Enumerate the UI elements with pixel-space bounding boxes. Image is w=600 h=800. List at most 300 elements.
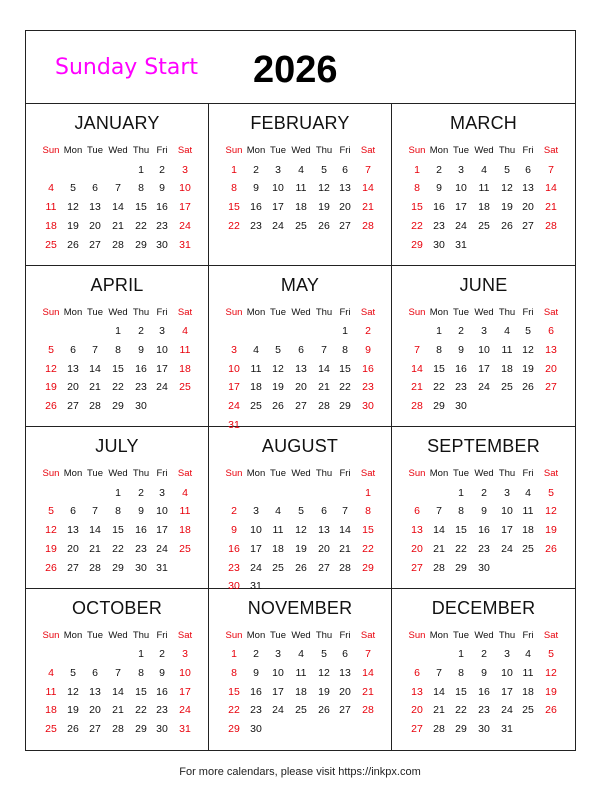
day-cell: 1 [458,486,464,499]
day-cell: 4 [481,163,487,176]
day-cell: 31 [455,238,467,251]
day-cell: 30 [156,238,168,251]
day-cell: 11 [295,182,307,195]
month-block-august [209,427,392,593]
day-cell: 16 [156,201,168,214]
day-cell: 14 [112,685,124,698]
day-cell: 30 [135,400,147,412]
day-cell: 10 [179,666,191,679]
day-cell: 24 [228,400,240,412]
day-cell: 12 [272,362,284,375]
day-cell: 20 [339,201,351,214]
day-cell: 17 [179,201,191,214]
day-cell: 5 [321,648,327,661]
weekday-label: Tue [86,306,104,318]
day-cell: 5 [548,486,554,499]
day-cell: 26 [45,400,57,412]
weekday-label: Fri [156,468,168,479]
day-cell: 12 [67,685,79,698]
day-cell: 19 [501,201,513,214]
weekday-label: Thu [315,306,333,318]
day-cell: 4 [182,486,188,499]
weekday-label: Wed [291,306,311,318]
day-cell: 29 [112,400,124,412]
day-cell: 9 [159,666,165,679]
day-cell: 26 [295,561,307,574]
weekday-label: Thu [498,468,516,479]
day-cell: 22 [135,219,147,232]
day-cell: 10 [501,505,513,518]
weekday-label: Wed [291,145,311,156]
week-row [222,701,379,719]
day-cell: 17 [250,542,262,555]
day-cell: 25 [179,542,191,555]
day-cell: 23 [228,561,240,574]
weekday-label: Thu [498,145,516,156]
day-cell: 6 [92,182,98,195]
weekday-label: Fri [156,306,168,318]
week-row [405,217,562,235]
day-cell: 5 [48,343,54,356]
day-cell: 10 [228,362,240,375]
day-cell: 29 [411,238,423,251]
weekday-header-row [405,465,562,483]
day-cell: 29 [112,561,124,574]
day-cell: 17 [501,685,513,698]
day-cell: 14 [89,524,101,537]
weekday-label: Wed [108,306,128,318]
day-cell: 5 [275,343,281,356]
day-cell: 24 [501,704,513,717]
day-cell: 19 [67,704,79,717]
day-cell: 6 [298,343,304,356]
day-cell: 22 [433,381,445,394]
day-cell: 26 [501,219,513,232]
week-row [405,360,562,378]
day-cell: 1 [231,163,237,176]
weekday-label: Tue [452,629,470,641]
week-row [405,378,562,396]
day-cell: 5 [548,648,554,661]
day-cell: 16 [228,542,240,555]
day-cell: 26 [522,381,534,394]
weekday-label: Fri [339,306,351,318]
day-cell: 18 [179,362,191,375]
day-cell: 27 [411,561,423,574]
months-grid [26,104,575,750]
day-cell: 30 [228,580,240,593]
week-row [39,341,196,359]
day-cell: 3 [182,163,188,176]
week-row [222,645,379,663]
day-cell: 13 [89,685,101,698]
weekday-header-row [222,465,379,483]
day-cell: 7 [321,343,327,356]
day-cell: 24 [179,219,191,232]
day-cell: 26 [545,542,557,555]
weekday-label: Mon [63,306,83,318]
day-cell: 17 [156,524,168,537]
weekday-label: Tue [86,468,104,479]
week-row [222,378,379,396]
day-cell: 26 [67,723,79,735]
day-cell: 25 [272,561,284,574]
week-row [222,179,379,197]
weekday-label: Sat [177,306,193,318]
weekday-label: Tue [452,145,470,156]
day-cell: 6 [548,325,554,338]
day-cell: 5 [321,163,327,176]
weekday-label: Fri [339,145,351,156]
calendar-header [26,31,575,104]
weekday-label: Sat [360,306,376,318]
day-cell: 27 [295,400,307,412]
day-cell: 21 [411,381,423,394]
day-cell: 13 [545,343,557,356]
day-cell: 1 [138,648,144,661]
day-cell: 15 [135,201,147,214]
day-cell: 7 [436,505,442,518]
day-cell: 26 [545,704,557,717]
day-cell: 2 [253,163,259,176]
month-name: JULY [95,436,139,456]
day-cell: 15 [228,685,240,698]
weekday-label: Wed [474,306,494,318]
day-cell: 9 [138,343,144,356]
weekday-label: Tue [452,306,470,318]
weekday-label: Thu [315,145,333,156]
day-cell: 6 [342,648,348,661]
day-cell: 12 [318,666,330,679]
weekday-header-row [222,627,379,645]
day-cell: 24 [156,381,168,394]
day-cell: 19 [45,542,57,555]
day-cell: 17 [156,362,168,375]
day-cell: 8 [414,182,420,195]
day-cell: 4 [298,163,304,176]
weekday-label: Mon [429,145,449,156]
day-cell: 6 [70,505,76,518]
month-name: OCTOBER [71,597,163,618]
day-cell: 9 [231,524,237,537]
day-cell: 2 [481,648,487,661]
day-cell: 11 [478,182,490,195]
weekday-label: Sat [177,629,193,641]
day-cell: 11 [250,362,262,375]
weekday-label: Sun [408,629,426,641]
month-block-march [392,104,575,266]
week-row [405,341,562,359]
weekday-header-row [405,627,562,645]
day-cell: 26 [272,400,284,412]
week-row [39,683,196,701]
day-cell: 15 [135,685,147,698]
day-cell: 7 [365,163,371,176]
year-title: 2026 [253,49,338,91]
weekday-header-row [405,304,562,322]
weekday-label: Sat [177,468,193,479]
day-cell: 10 [179,182,191,195]
weekday-label: Sun [225,145,243,156]
day-cell: 3 [481,325,487,338]
week-row [405,720,562,738]
day-cell: 29 [135,723,147,735]
day-cell: 30 [156,723,168,735]
day-cell: 6 [414,505,420,518]
weekday-label: Tue [269,306,287,318]
day-cell: 23 [478,542,490,555]
day-cell: 4 [275,505,281,518]
week-row [405,322,562,340]
day-cell: 1 [414,163,420,176]
day-cell: 19 [45,381,57,394]
day-cell: 25 [250,400,262,412]
day-cell: 29 [228,723,240,735]
day-cell: 18 [522,524,534,537]
day-cell: 10 [478,343,490,356]
day-cell: 20 [318,542,330,555]
day-cell: 9 [159,182,165,195]
day-cell: 1 [342,325,348,338]
weekday-label: Wed [108,629,128,641]
day-cell: 21 [339,542,351,555]
week-row [39,559,196,577]
day-cell: 13 [295,362,307,375]
week-row [39,720,196,738]
day-cell: 10 [156,505,168,518]
week-row [222,341,379,359]
day-cell: 6 [342,163,348,176]
day-cell: 14 [362,666,374,679]
week-row [405,645,562,663]
day-cell: 16 [250,685,262,698]
day-cell: 3 [504,486,510,499]
week-row [222,397,379,415]
day-cell: 22 [228,219,240,232]
day-cell: 16 [135,524,147,537]
weekday-label: Tue [86,629,104,641]
month-name: JANUARY [74,113,160,133]
weekday-label: Wed [108,468,128,479]
day-cell: 6 [414,666,420,679]
day-cell: 31 [179,238,191,251]
day-cell: 12 [545,505,557,518]
week-row [405,198,562,216]
day-cell: 18 [45,704,57,717]
weekday-label: Fri [156,629,168,641]
day-cell: 24 [156,542,168,555]
day-cell: 14 [339,524,351,537]
day-cell: 8 [231,666,237,679]
day-cell: 9 [365,343,371,356]
weekday-label: Thu [132,629,150,641]
day-cell: 2 [458,325,464,338]
day-cell: 4 [48,666,54,679]
day-cell: 17 [272,201,284,214]
day-cell: 21 [362,685,374,698]
day-cell: 21 [433,704,445,717]
day-cell: 14 [112,201,124,214]
day-cell: 20 [67,542,79,555]
week-row [405,484,562,502]
day-cell: 8 [365,505,371,518]
day-cell: 11 [179,505,191,518]
day-cell: 18 [179,524,191,537]
day-cell: 27 [339,704,351,717]
day-cell: 6 [321,505,327,518]
day-cell: 12 [545,666,557,679]
day-cell: 14 [433,685,445,698]
weekday-label: Tue [86,145,104,156]
day-cell: 17 [179,685,191,698]
day-cell: 29 [455,561,467,574]
day-cell: 16 [135,362,147,375]
weekday-header-row [39,142,196,160]
day-cell: 8 [458,666,464,679]
day-cell: 20 [411,704,423,717]
day-cell: 11 [295,666,307,679]
day-cell: 25 [522,704,534,717]
weekday-label: Wed [291,468,311,479]
day-cell: 8 [115,505,121,518]
day-cell: 7 [414,343,420,356]
day-cell: 14 [545,182,557,195]
weekday-label: Sat [360,468,376,479]
day-cell: 22 [455,704,467,717]
weekday-label: Thu [132,145,150,156]
day-cell: 8 [342,343,348,356]
day-cell: 1 [115,325,121,338]
day-cell: 7 [115,666,121,679]
day-cell: 23 [455,381,467,394]
week-row [39,502,196,520]
day-cell: 9 [253,666,259,679]
day-cell: 25 [45,238,57,251]
day-cell: 19 [295,542,307,555]
weekday-label: Mon [63,629,83,641]
day-cell: 27 [67,400,79,412]
day-cell: 12 [522,343,534,356]
day-cell: 15 [339,362,351,375]
day-cell: 7 [436,666,442,679]
day-cell: 20 [339,685,351,698]
day-cell: 15 [411,201,423,214]
day-cell: 8 [138,182,144,195]
day-cell: 13 [522,182,534,195]
day-cell: 18 [295,201,307,214]
day-cell: 29 [135,238,147,251]
weekday-label: Fri [522,145,534,156]
weekday-label: Sat [360,145,376,156]
week-row [39,645,196,663]
day-cell: 26 [45,561,57,574]
day-cell: 18 [522,685,534,698]
week-row [39,664,196,682]
weekday-label: Sat [543,468,559,479]
day-cell: 4 [504,325,510,338]
day-cell: 30 [362,400,374,412]
day-cell: 3 [231,343,237,356]
month-name: SEPTEMBER [427,436,540,456]
day-cell: 5 [48,505,54,518]
month-block-november [209,589,392,751]
day-cell: 19 [522,362,534,375]
weekday-label: Thu [315,468,333,479]
day-cell: 29 [339,400,351,412]
weekday-label: Tue [269,629,287,641]
day-cell: 24 [455,219,467,232]
week-row [222,683,379,701]
weekday-label: Mon [429,468,449,479]
day-cell: 11 [179,343,191,356]
day-cell: 10 [156,343,168,356]
weekday-header-row [39,627,196,645]
day-cell: 15 [433,362,445,375]
day-cell: 5 [70,182,76,195]
month-block-june [392,266,575,428]
day-cell: 8 [138,666,144,679]
day-cell: 14 [318,362,330,375]
day-cell: 24 [478,381,490,394]
day-cell: 25 [295,219,307,232]
day-cell: 13 [411,524,423,537]
day-cell: 13 [411,685,423,698]
day-cell: 4 [48,182,54,195]
week-row [405,664,562,682]
day-cell: 27 [89,723,101,735]
day-cell: 2 [159,648,165,661]
weekday-header-row [222,142,379,160]
weekday-header-row [39,304,196,322]
week-row [222,198,379,216]
day-cell: 25 [45,723,57,735]
day-cell: 31 [179,723,191,735]
day-cell: 4 [525,648,531,661]
day-cell: 11 [272,524,284,537]
day-cell: 22 [228,704,240,717]
week-row [39,198,196,216]
day-cell: 23 [135,542,147,555]
day-cell: 25 [501,381,513,394]
day-cell: 17 [455,201,467,214]
weekday-header-row [405,142,562,160]
day-cell: 25 [179,381,191,394]
weekday-label: Thu [315,629,333,641]
day-cell: 20 [295,381,307,394]
day-cell: 6 [70,343,76,356]
day-cell: 11 [45,685,57,698]
week-row [222,484,379,502]
day-cell: 24 [179,704,191,717]
day-cell: 9 [481,666,487,679]
day-cell: 30 [433,238,445,251]
day-cell: 12 [501,182,513,195]
day-cell: 27 [545,381,557,394]
week-row [39,161,196,179]
weekday-label: Sat [543,145,559,156]
weekday-label: Sun [225,468,243,479]
day-cell: 10 [501,666,513,679]
day-cell: 21 [89,381,101,394]
weekday-label: Sat [360,629,376,641]
day-cell: 2 [138,486,144,499]
day-cell: 2 [138,325,144,338]
day-cell: 15 [112,362,124,375]
day-cell: 22 [411,219,423,232]
day-cell: 6 [92,666,98,679]
week-row [222,559,379,577]
day-cell: 16 [433,201,445,214]
